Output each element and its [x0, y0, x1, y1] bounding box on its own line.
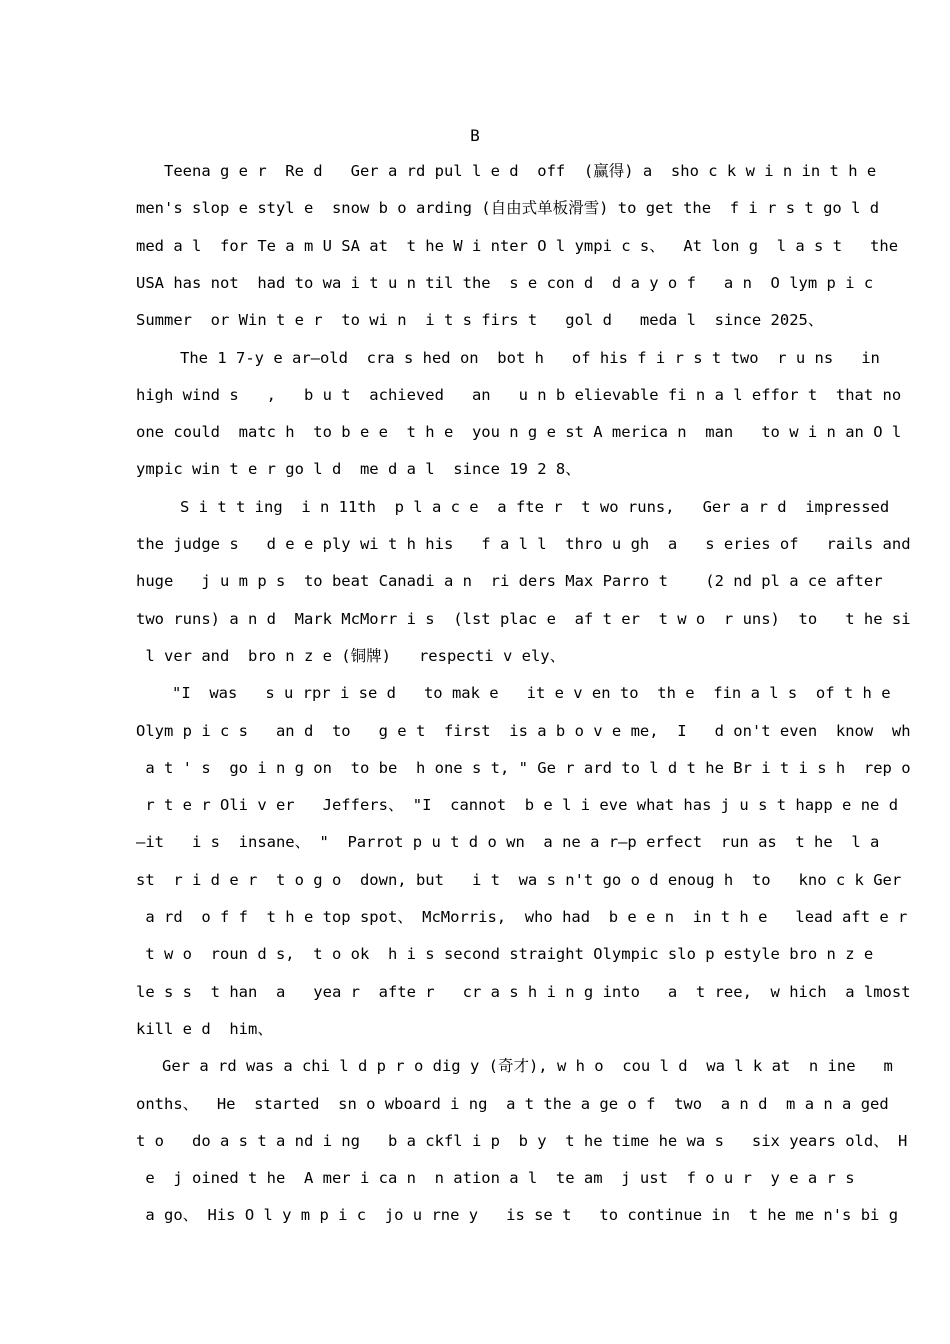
text-line: "I was s u rpr i se d to mak e it e v en to th e fin a l s of t h e [172, 684, 891, 702]
text-line: high wind s , b u t achieved an u n b elievable fi n a l effor t that no [136, 386, 902, 404]
text-line: huge j u m p s to beat Canadi a n ri ders Max Parro t (2 nd pl a ce after [136, 572, 883, 590]
section-heading: B [470, 126, 480, 145]
text-line: e j oined t he A mer i ca n n ation a l te am j ust f o u r y e a r s [136, 1169, 855, 1187]
text-line: —it i s insane、 " Parrot p u t d o wn a ne a r—p erfect run as t he l a [136, 833, 880, 851]
text-line: Summer or Win t e r to wi n i t s firs t gol d meda l since 2025、 [136, 311, 824, 329]
text-line: The 1 7-y e ar—old cra s hed on bot h of his f i r s t two r u ns in [180, 349, 880, 367]
text-line: men's slop e styl e snow b o arding (自由式单板滑雪) to get the f i r s t go l d [136, 199, 880, 217]
text-line: USA has not had to wa i t u n til the s e con d d a y o f a n O lym p i c [136, 274, 874, 292]
text-line: t o do a s t a nd i ng b a ckfl i p b y t he time he wa s six years old、 H [136, 1132, 908, 1150]
text-line: S i t t ing i n 11th p l a c e a fte r t wo runs, Ger a r d impressed [180, 498, 890, 516]
text-line: l ver and bro n z e (铜牌) respecti v ely、 [136, 647, 566, 665]
text-line: ympic win t e r go l d me d a l since 19 2 8、 [136, 460, 581, 478]
text-line: a go、 His O l y m p i c jo u rne y is se t to continue in t he me n's bi g [136, 1206, 899, 1224]
text-line: Teena g e r Re d Ger a rd pul l e d off (赢得) a sho c k w i n in t h e [136, 162, 877, 180]
text-line: a t ' s go i n g on to be h one s t, " Ge r ard to l d t he Br i t i s h rep o [136, 759, 911, 777]
text-line: le s s t han a yea r afte r cr a s h i n g into a t ree, w hich a lmost [136, 983, 911, 1001]
text-line: Ger a rd was a chi l d p r o dig y (奇才), w h o cou l d wa l k at n ine m [162, 1057, 893, 1075]
text-line: t w o roun d s, t o ok h i s second straight Olympic slo p estyle bro n z e [136, 945, 874, 963]
text-line: two runs) a n d Mark McMorr i s (lst plac e af t er t w o r uns) to t he si [136, 610, 911, 628]
text-line: a rd o f f t h e top spot、 McMorris, who had b e e n in t h e lead aft e r [136, 908, 908, 926]
text-line: st r i d e r t o g o down, but i t wa s n't go o d enoug h to kno c k Ger [136, 871, 902, 889]
text-line: onths、 He started sn o wboard i ng a t the a ge o f two a n d m a n a ged [136, 1095, 889, 1113]
text-line: one could matc h to b e e t h e you n g e st A merica n man to w i n an O l [136, 423, 902, 441]
text-line: r t e r Oli v er Jeffers、 "I cannot b e l i eve what has j u s t happ e ne d [136, 796, 899, 814]
text-line: Olym p i c s an d to g e t first is a b o v e me, I d on't even know wh [136, 722, 911, 740]
text-line: kill e d him、 [136, 1020, 273, 1038]
text-line: med a l for Te a m U SA at t he W i nter O l ympi c s、 At lon g l a s t the [136, 237, 899, 255]
text-line: the judge s d e e ply wi t h his f a l l thro u gh a s eries of rails and [136, 535, 911, 553]
